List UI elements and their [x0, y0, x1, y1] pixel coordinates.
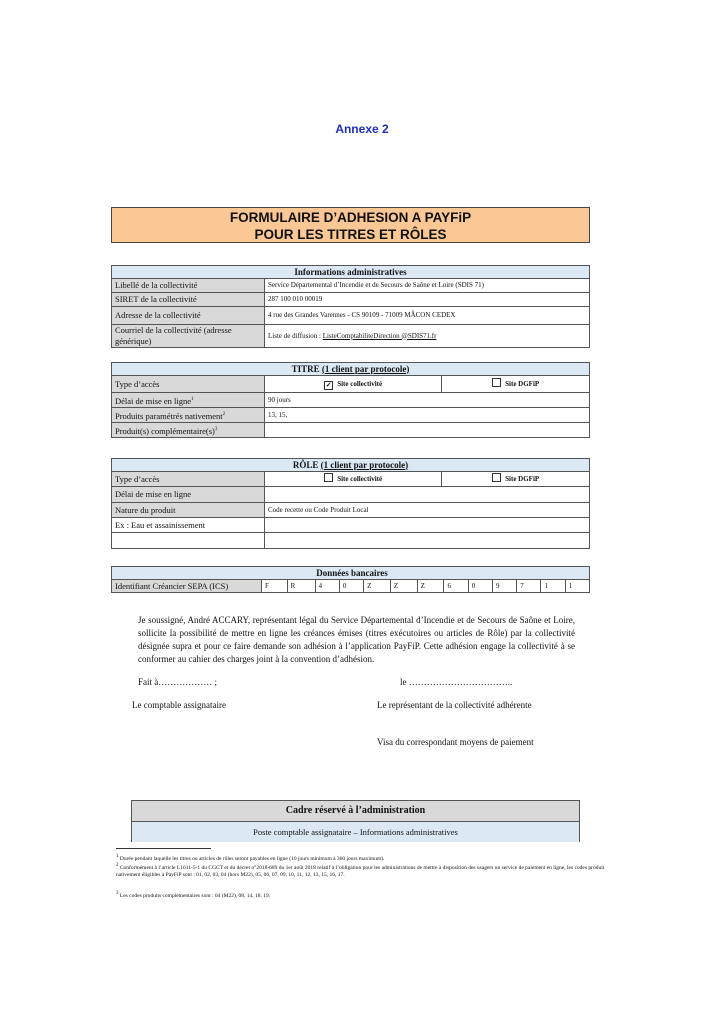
visa-label: Visa du correspondant moyens de paiement: [377, 737, 534, 747]
footnote-2: [116, 862, 606, 879]
titre-complementaires-value[interactable]: [265, 423, 590, 438]
role-delai-label: Délai de mise en ligne: [112, 487, 265, 503]
role-empty-label[interactable]: [112, 533, 265, 549]
ics-char-cell: R: [287, 580, 315, 593]
ics-label: Identifiant Créancier SEPA (ICS): [112, 580, 262, 593]
role-site-dgfip: [442, 472, 590, 487]
role-type-acces-label: Type d’accès: [112, 472, 265, 487]
role-site-dgfip-label: Site DGFiP: [505, 475, 540, 483]
ics-char-cell: 0: [468, 580, 492, 593]
cadre-title: Cadre réservé à l’administration: [132, 801, 579, 822]
ics-char-cell: Z: [364, 580, 391, 593]
admin-table: [111, 265, 590, 348]
footnote-2-text: Conformément à l’article L1611-5-1 du CGCT et du décret n°2018-689 du 1er août 2018 relatif à l’obligation pour les administrations de mettre à disposition des usagers un service de paiement en ligne, les codes produit nativement éligibles à PayFiP sont : 01, 02, 03, 04 (hors M22), 05, 06, 07, 09, 10, 11, 12, 13, 15, 16, 17.: [116, 864, 605, 878]
ics-char-cell: Z: [390, 580, 417, 593]
form-title-line2: POUR LES TITRES ET RÔLES: [254, 227, 447, 242]
role-header: [112, 459, 590, 472]
admin-value-courriel: [265, 325, 590, 348]
ics-char-cell: F: [262, 580, 288, 593]
ics-char-cell: 7: [517, 580, 541, 593]
admin-header: Informations administratives: [112, 266, 590, 279]
admin-reserved-box: [131, 800, 580, 842]
role-header-main: RÔLE: [292, 459, 321, 470]
titre-site-collectivite-checkbox[interactable]: ✓: [325, 380, 332, 389]
comptable-label: Le comptable assignataire: [132, 700, 226, 710]
ics-char-cell: 4: [315, 580, 339, 593]
form-title-line1: FORMULAIRE D’ADHESION A PAYFiP: [229, 210, 472, 225]
footnote-1-num: 1: [116, 854, 119, 859]
role-site-collectivite: [265, 472, 442, 487]
form-title: [111, 207, 590, 243]
admin-label-siret: SIRET de la collectivité: [112, 293, 265, 307]
ics-char-cell: Z: [417, 580, 444, 593]
role-site-collectivite-label: Site collectivité: [337, 475, 383, 483]
titre-site-collectivite-label: Site collectivité: [337, 379, 383, 388]
declaration-paragraph: Je soussigné, André ACCARY, représentant légal du Service Départemental d’Incendie et de Secours de Saône et Loire, sollicite la possibilité de mettre en ligne les créances émises (titres exécutoires ou articles de Rôle) par la collectivité désignée supra et pour ce faire demande son adhésion à l’application PayFiP. Cette adhésion engage la collectivité à se conformer au cahier des charges joint à la convention d’adhésion.: [138, 615, 575, 664]
admin-value-adresse: 4 rue des Grandes Varennes - CS 90109 - 71009 MÂCON CEDEX: [265, 307, 590, 325]
role-site-collectivite-checkbox[interactable]: [324, 473, 333, 482]
date-le: le ……………………………..: [400, 677, 513, 687]
titre-delai-label: [112, 393, 265, 408]
titre-produits-label: [112, 408, 265, 423]
role-nature-label: Nature du produit: [112, 503, 265, 518]
titre-complementaires-label: [112, 423, 265, 438]
titre-delai-value: 90 jours: [265, 393, 590, 408]
courriel-link[interactable]: ListeComptabiliteDirection @SDIS71.fr: [322, 331, 437, 340]
role-exemple-label: Ex : Eau et assainissement: [112, 518, 265, 533]
role-site-dgfip-checkbox[interactable]: [492, 473, 501, 482]
titre-complementaires-text: Produit(s) complémentaire(s): [115, 425, 215, 436]
bancaires-table: [111, 566, 590, 593]
titre-type-acces-label: Type d’accès: [112, 376, 265, 393]
ics-char-cell: 1: [541, 580, 565, 593]
footnote-ref-3: 3: [214, 426, 218, 432]
titre-header: [112, 363, 590, 376]
ics-char-cell: 0: [339, 580, 363, 593]
admin-label-libelle: Libellé de la collectivité: [112, 279, 265, 293]
titre-site-collectivite: [265, 376, 442, 393]
admin-value-siret: 287 100 010 00019: [265, 293, 590, 307]
annex-label: Annexe 2: [335, 122, 389, 136]
footnote-3-num: 3: [116, 891, 119, 896]
role-exemple-value[interactable]: [265, 518, 590, 533]
admin-label-adresse: Adresse de la collectivité: [112, 307, 265, 325]
titre-produits-value: 13, 15,: [265, 408, 590, 423]
role-empty-value[interactable]: [265, 533, 590, 549]
titre-table: [111, 362, 590, 438]
footnote-2-num: 2: [116, 863, 119, 868]
titre-delai-text: Délai de mise en ligne: [115, 395, 192, 406]
footnote-ref-1: 1: [191, 396, 194, 402]
titre-site-dgfip-label: Site DGFiP: [505, 380, 540, 388]
footnote-3: [116, 890, 606, 900]
fait-a: Fait à……………… ;: [138, 677, 217, 687]
cadre-subtitle: Poste comptable assignataire – Informations administratives: [132, 822, 579, 842]
representant-label: Le représentant de la collectivité adhérente: [377, 700, 532, 710]
titre-header-main: TITRE: [291, 363, 322, 374]
footnote-3-text: Les codes produits complémentaires sont : 04 (M22), 08, 14, 18, 19.: [119, 892, 271, 899]
role-table: [111, 458, 590, 549]
titre-header-sub: (1 client par protocole): [321, 363, 410, 374]
titre-site-dgfip: [442, 376, 590, 393]
courriel-prefix: Liste de diffusion :: [268, 331, 323, 340]
role-nature-value: Code recette ou Code Produit Local: [265, 503, 590, 518]
ics-char-cell: 6: [444, 580, 468, 593]
footnote-divider: [116, 848, 211, 849]
admin-value-libelle: Service Départemental d’Incendie et de Secours de Saône et Loire (SDIS 71): [265, 279, 590, 293]
ics-char-cell: 9: [492, 580, 516, 593]
bancaires-header: Données bancaires: [112, 567, 590, 580]
titre-produits-text: Produits paramétrés nativement: [115, 410, 223, 421]
role-delai-value[interactable]: [265, 487, 590, 503]
admin-label-courriel: Courriel de la collectivité (adresse générique): [112, 325, 265, 348]
footnote-1-text: Durée pendant laquelle les titres ou articles de rôles seront payables en ligne (10 jours minimum à 360 jours maximum).: [119, 855, 385, 862]
footnote-ref-2: 2: [222, 411, 226, 417]
role-header-sub: (1 client par protocole): [320, 459, 409, 470]
titre-site-dgfip-checkbox[interactable]: [492, 378, 501, 387]
ics-char-cell: 1: [565, 580, 589, 593]
